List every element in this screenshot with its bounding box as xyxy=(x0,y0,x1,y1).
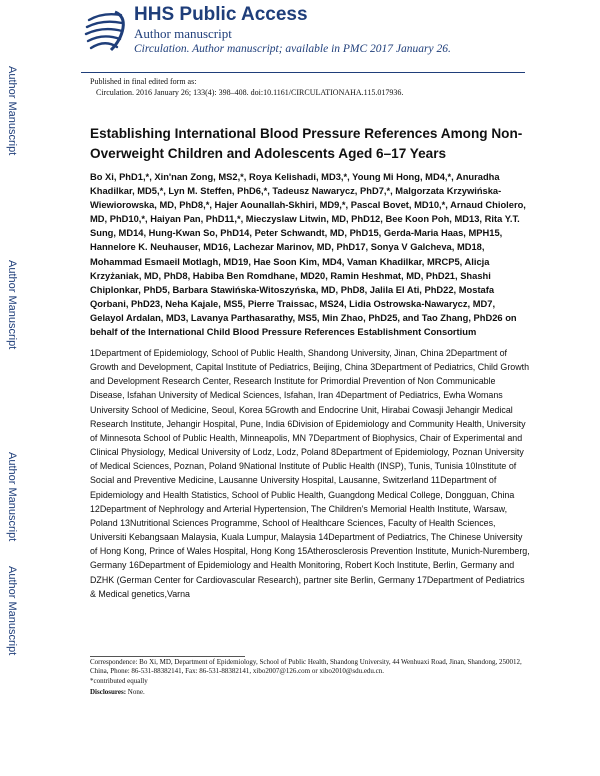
author-manuscript-side-label: Author Manuscript xyxy=(6,566,18,656)
author-manuscript-side-label: Author Manuscript xyxy=(6,66,18,156)
footnote-divider xyxy=(90,656,245,657)
journal-availability-line: Circulation. Author manuscript; available in PMC 2017 January 26. xyxy=(134,43,451,55)
author-manuscript-side-label: Author Manuscript xyxy=(6,260,18,350)
affiliations: 1Department of Epidemiology, School of Public Health, Shandong University, Jinan, China 2Department of Growth and Development, Capital Institute of Pediatrics, Beijing, China 3Department of Pediatrics, Child Growth and Development Research Center, Research Institute for Primordial Prevention of Non Communicable Disease, Isfahan University of Medical Sciences, Isfahan, Iran 4Department of Pediatrics, Ewha Womans University School of Medicine, Seoul, Korea 5Growth and Endocrine Unit, Hirabai Cowasji Jehangir Medical Research Institute, Jehangir Hospital, Pune, India 6Division of Epidemiology and Community Health, University of Minnesota School of Public Health, Minneapolis, MN 7Department of Biophysics, Chair of Experimental and Clinical Physiology, Medical University of Lodz, Lodz, Poland 8Department of Epidemiology, Poznan University of Medical Sciences, Poznan, Poland 9National Institute of Public Health (INSP), Tunis, Tunisia 10Institute of Social and Preventive Medicine, Lausanne University Hospital, Lausanne, Switzerland 11Department of Epidemiology and Health Statistics, School of Public Health, Guangdong Medical College, Dongguan, China 12Department of Nephrology and Arterial Hypertension, The Children's Memorial Health Institute, Warsaw, Poland 13Nutritional Sciences Programme, School of Healthcare Sciences, Faculty of Health Sciences, Universiti Kebangsaan Malaysia, Kuala Lumpur, Malaysia 14Department of Pediatrics, The Chinese University of Hong Kong, Prince of Wales Hospital, Hong Kong 15Atherosclerosis Prevention Institute, Munich-Nuremberg, Germany 16Department of Epidemiology and Health Monitoring, Robert Koch Institute, Berlin, Germany and DZHK (German Center for Cardiovascular Research), partner site Berlin, Germany 17Department of Pediatrics & Medical genetics,Varna xyxy=(90,348,530,599)
disclosures-label: Disclosures: xyxy=(90,688,127,696)
disclosures-value: None. xyxy=(127,688,145,696)
hhs-public-access-title: HHS Public Access xyxy=(134,4,308,25)
author-list: Bo Xi, PhD1,*, Xin'nan Zong, MS2,*, Roya Kelishadi, MD3,*, Young Mi Hong, MD4,*, Anuradha Khadilkar, MD5,*, Lyn M. Steffen, PhD6,*, Tadeusz Nawarycz, PhD7,*, Malgorzata Krzywińska-Wiewiorowska, MD, PhD8,*, Hajer Aounallah-Skhiri, MD9,*, Pascal Bovet, MD10,*, Arnaud Chiolero, MD, PhD10,*, Haiyan Pan, PhD11,*, Mieczyslaw Litwin, MD, PhD12, Bee Koon Poh, MD13, Rita Y.T. Sung, MD14, Hung-Kwan So, PhD14, Peter Schwandt, MD, PhD15, Gerda-Maria Haas, MPH15, Hannelore K. Neuhauser, MD16, Lachezar Marinov, MD, PhD17, Sonya V Galcheva, MD18, Mohammad Esmaeil Motlagh, MD19, Hae Soon Kim, MD4, Vaman Khadilkar, MRCP5, Alicja Krzyżaniak, MD, PhD8, Habiba Ben Romdhane, MD20, Ramin Heshmat, MD, PhD21, Shashi Chiplonkar, PhD5, Barbara Stawińska-Witoszyńska, MD, PhD8, Jalila El Ati, PhD22, Mostafa Qorbani, PhD23, Neha Kajale, MS5, Pierre Traissac, MS24, Lidia Ostrowska-Nawarycz, MD7, Gelayol Ardalan, MD3, Lavanya Parthasarathy, MS5, Min Zhao, PhD25, and Tao Zhang, PhD26 on behalf of the International Child Blood Pressure References Establishment Consortium xyxy=(90,172,526,338)
author-manuscript-subtitle: Author manuscript xyxy=(134,26,232,41)
disclosures-note xyxy=(90,688,145,696)
contributed-equally-note: *contributed equally xyxy=(90,677,148,685)
published-label: Published in final edited form as: xyxy=(90,77,197,86)
hhs-eagle-logo-icon xyxy=(81,6,129,56)
author-manuscript-side-label: Author Manuscript xyxy=(6,452,18,542)
correspondence-note: Correspondence: Bo Xi, MD, Department of Epidemiology, School of Public Health, Shandong University, 44 Wenhuaxi Road, Jinan, Shandong, 250012, China, Phone: 86-531-88382141, Fax: 86-531-88382141, xibo2007@126.com or xibo2010@sdu.edu.cn. xyxy=(90,658,522,675)
header-divider xyxy=(81,72,525,73)
article-title: Establishing International Blood Pressure References Among Non-Overweight Children and Adolescents Aged 6–17 Years xyxy=(90,126,523,161)
citation-doi[interactable]: Circulation. 2016 January 26; 133(4): 398–408. doi:10.1161/CIRCULATIONAHA.115.017936. xyxy=(96,88,404,97)
